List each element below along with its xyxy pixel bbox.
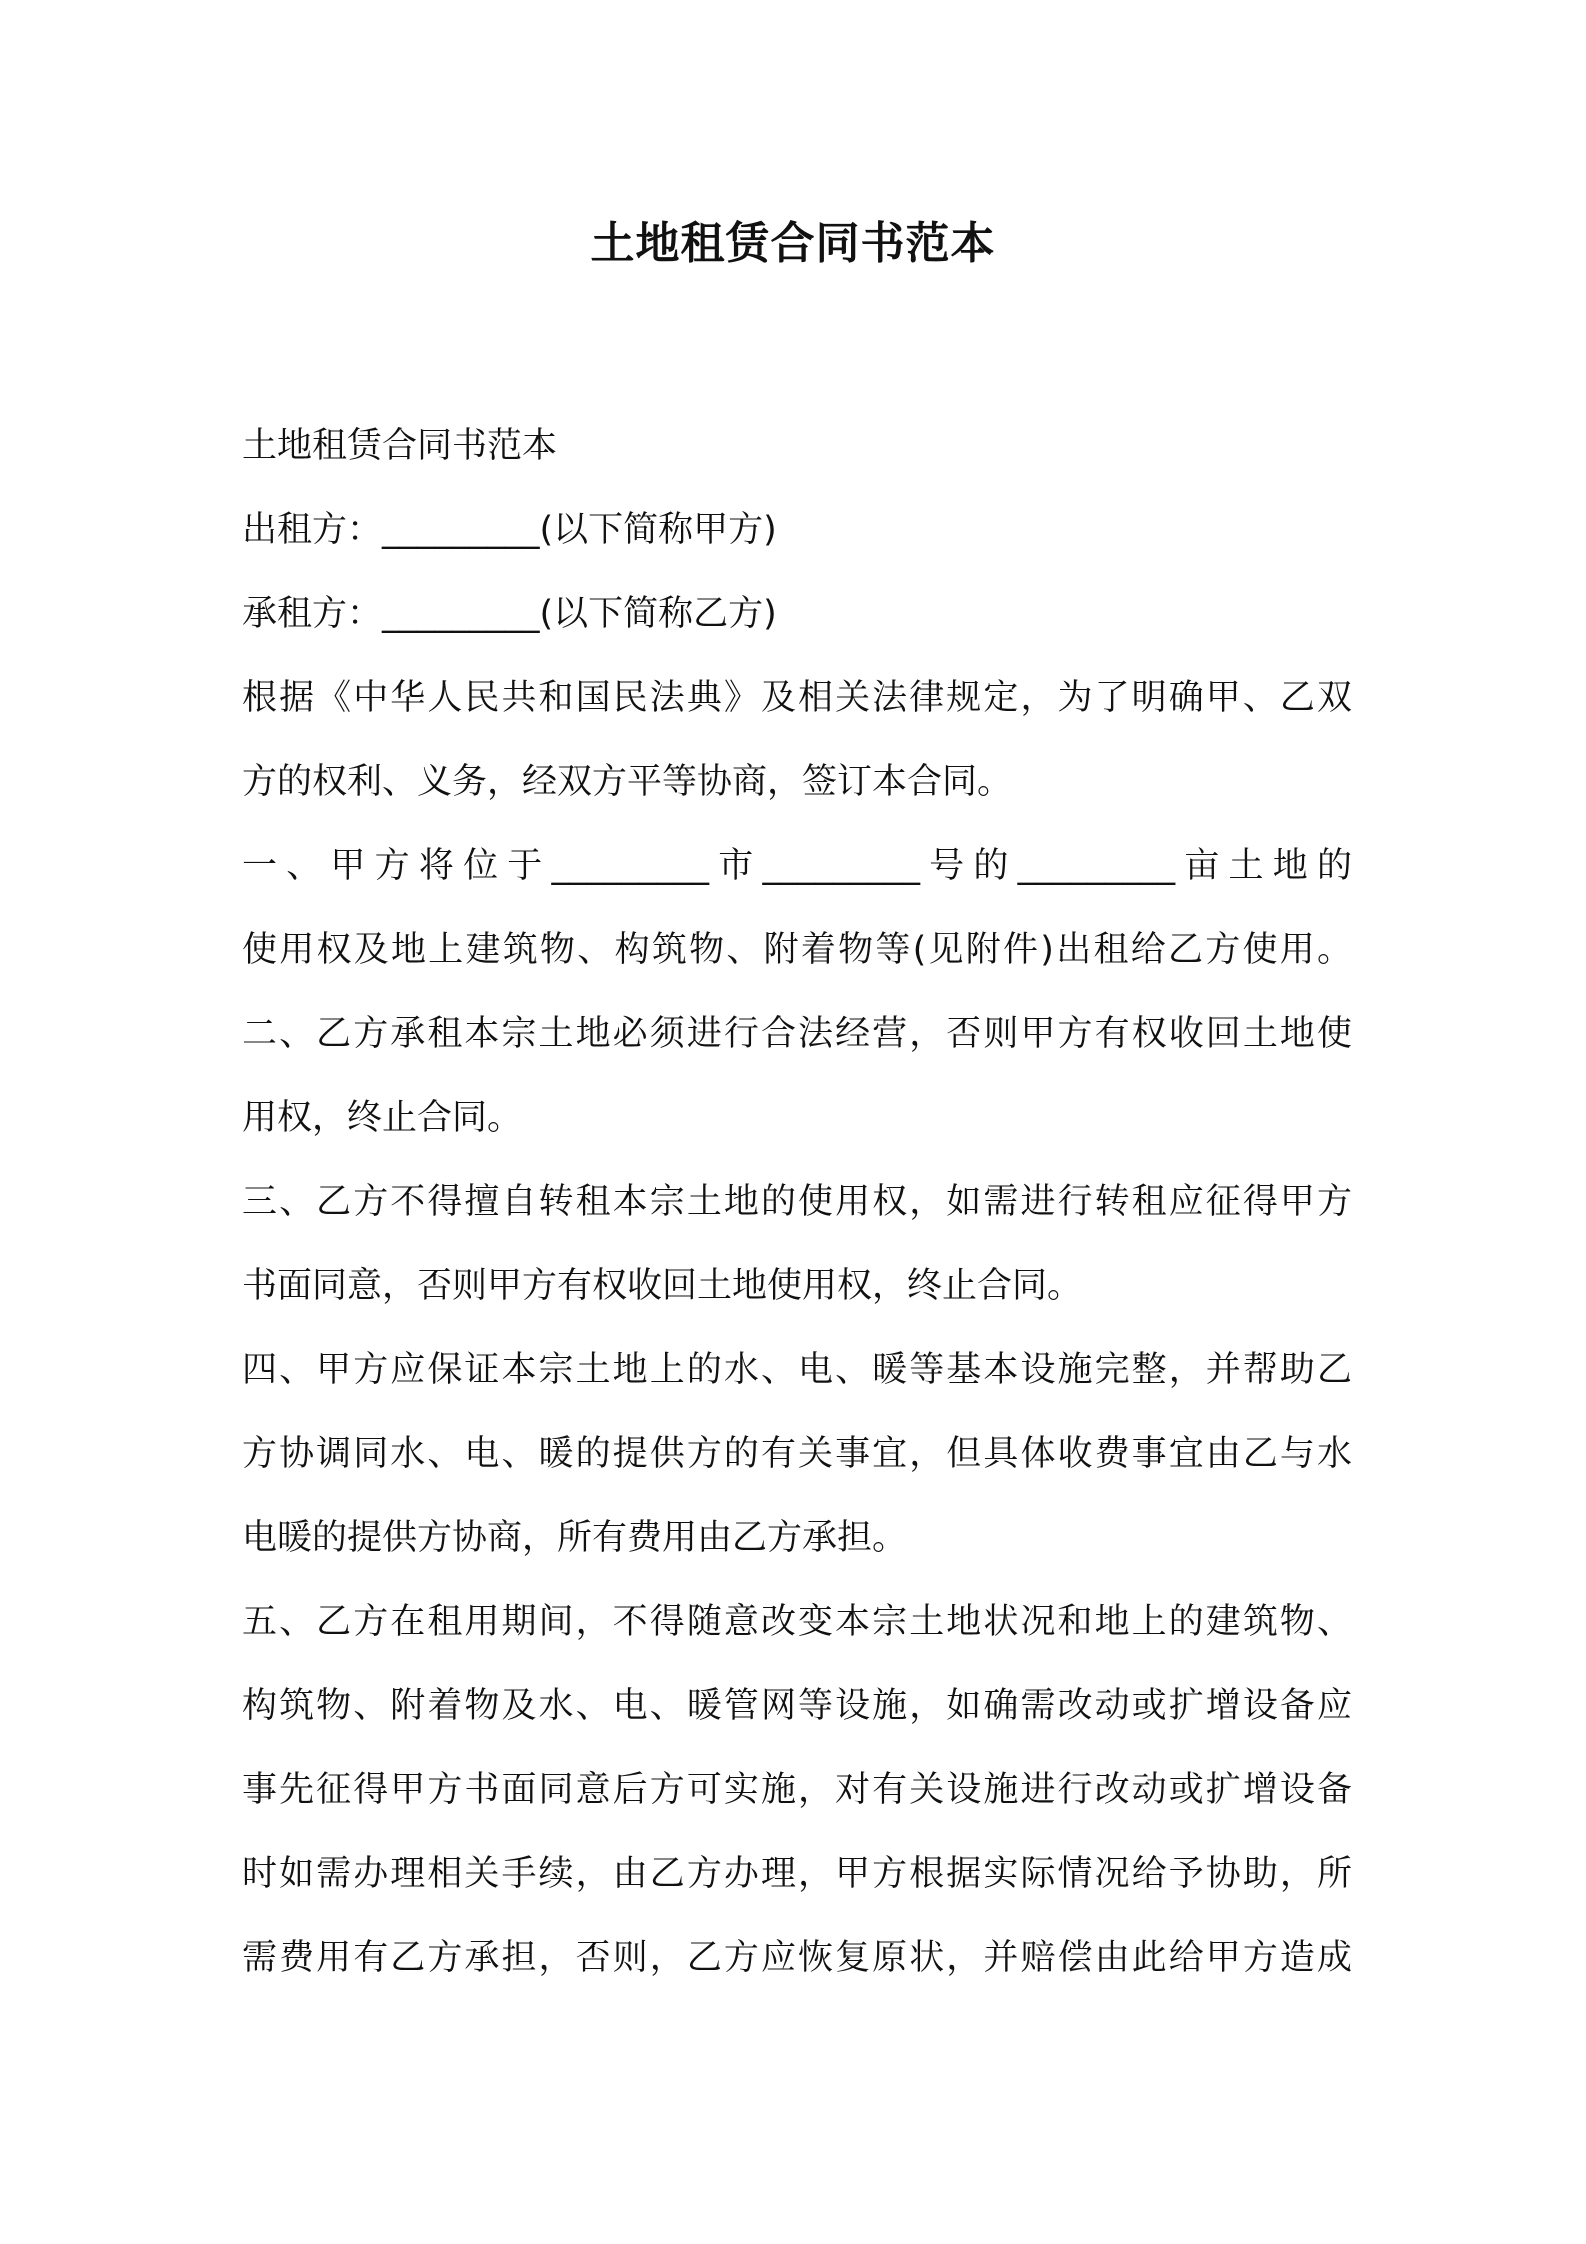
body-line: 三、乙方不得擅自转租本宗土地的使用权，如需进行转租应征得甲方 [242,1182,1352,1222]
body-line: 二、乙方承租本宗土地必须进行合法经营，否则甲方有权收回土地使 [242,1014,1352,1054]
body-line: 方协调同水、电、暖的提供方的有关事宜，但具体收费事宜由乙与水 [242,1434,1352,1474]
body-line: 使用权及地上建筑物、构筑物、附着物等(见附件)出租给乙方使用。 [242,930,1352,970]
body-line: 构筑物、附着物及水、电、暖管网等设施，如确需改动或扩增设备应 [242,1686,1352,1726]
body-line: 书面同意，否则甲方有权收回土地使用权，终止合同。 [242,1266,1083,1306]
body-line: 四、甲方应保证本宗土地上的水、电、暖等基本设施完整，并帮助乙 [242,1350,1352,1390]
body-line: 根据《中华人民共和国民法典》及相关法律规定，为了明确甲、乙双 [242,678,1352,718]
body-line: 电暖的提供方协商，所有费用由乙方承担。 [242,1518,908,1558]
document-body [242,404,1352,2000]
document-title: 土地租赁合同书范本 [590,218,996,269]
body-line: 五、乙方在租用期间，不得随意改变本宗土地状况和地上的建筑物、 [242,1602,1352,1642]
body-line: 方的权利、义务，经双方平等协商，签订本合同。 [242,762,1013,802]
body-line: 需费用有乙方承担，否则，乙方应恢复原状，并赔偿由此给甲方造成 [242,1938,1352,1978]
body-line: 一、甲方将位于_________市_________号的_________亩土地的 [242,846,1352,886]
body-line: 出租方：_________(以下简称甲方) [242,510,777,550]
body-line: 时如需办理相关手续，由乙方办理，甲方根据实际情况给予协助，所 [242,1854,1352,1894]
body-line: 承租方：_________(以下简称乙方) [242,594,777,634]
body-line: 事先征得甲方书面同意后方可实施，对有关设施进行改动或扩增设备 [242,1770,1352,1810]
body-line: 土地租赁合同书范本 [242,426,558,466]
body-line: 用权，终止合同。 [242,1098,523,1138]
